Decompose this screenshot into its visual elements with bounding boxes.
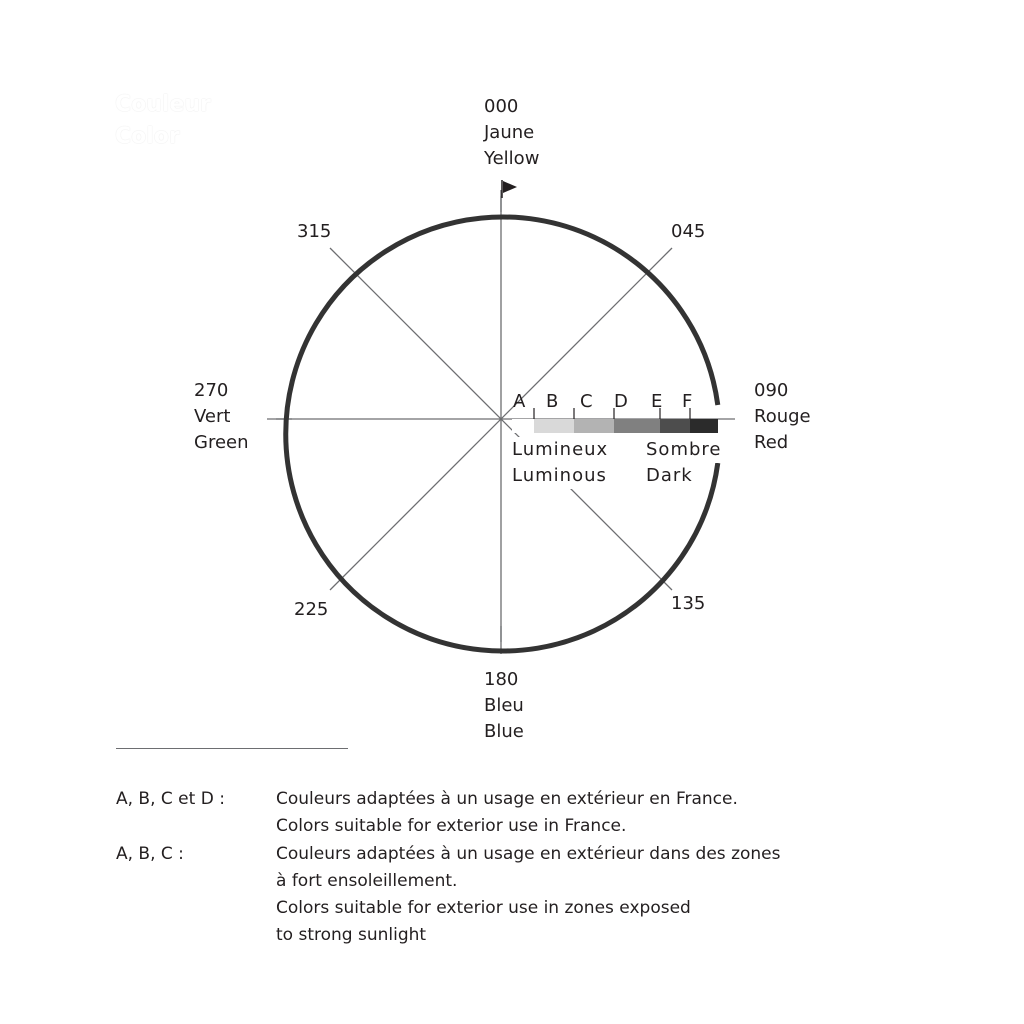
scale-letter-f: F <box>682 391 693 412</box>
scale-letter-b: B <box>546 391 559 412</box>
label-225-angle: 225 <box>294 599 329 620</box>
title-fr: Couleur <box>115 92 211 117</box>
legend-abcd-line-1: Couleurs adaptées à un usage en extérieur en France. <box>276 789 738 809</box>
legend-abcd-line-2: Colors suitable for exterior use in France. <box>276 816 627 836</box>
scale-letter-c: C <box>580 391 593 412</box>
luminous-label-en: Luminous <box>512 463 607 489</box>
legend-abc-line-4: to strong sunlight <box>276 925 427 945</box>
legend-abc-line-3: Colors suitable for exterior use in zones exposed <box>276 898 691 918</box>
bar-segment-d <box>614 419 660 433</box>
label-270-angle: 270 <box>194 380 229 401</box>
title-en: Color <box>115 124 180 149</box>
label-000-en: Yellow <box>484 148 540 169</box>
label-180-en: Blue <box>484 721 524 742</box>
luminous-label-fr: Lumineux <box>512 437 608 463</box>
label-180-fr: Bleu <box>484 695 524 716</box>
wheel-circle <box>286 217 718 651</box>
label-000-angle: 000 <box>484 96 519 117</box>
label-315-angle: 315 <box>297 221 332 242</box>
legend-abc-line-2: à fort ensoleillement. <box>276 871 458 891</box>
bar-segment-c <box>574 419 614 433</box>
legend-key-abc: A, B, C : <box>116 844 184 864</box>
flag-icon <box>502 180 517 198</box>
scale-letter-a: A <box>513 391 526 412</box>
label-090-angle: 090 <box>754 380 789 401</box>
scale-letter-d: D <box>614 391 628 412</box>
label-180-angle: 180 <box>484 669 519 690</box>
label-090-en: Red <box>754 432 789 453</box>
dark-label-en: Dark <box>646 463 693 489</box>
bar-segment-e <box>660 419 690 433</box>
bar-segment-f <box>690 419 718 433</box>
bar-segment-b <box>534 419 574 433</box>
scale-letter-e: E <box>651 391 663 412</box>
label-045-angle: 045 <box>671 221 706 242</box>
label-270-en: Green <box>194 432 249 453</box>
dark-label-fr: Sombre <box>646 437 727 463</box>
bar-segment-a <box>512 419 534 433</box>
legend-key-abcd: A, B, C et D : <box>116 789 225 809</box>
label-090-fr: Rouge <box>754 406 811 427</box>
legend-separator <box>116 748 348 749</box>
label-270-fr: Vert <box>194 406 231 427</box>
label-135-angle: 135 <box>671 593 706 614</box>
label-000-fr: Jaune <box>484 122 535 143</box>
legend-abc-line-1: Couleurs adaptées à un usage en extérieur dans des zones <box>276 844 781 864</box>
